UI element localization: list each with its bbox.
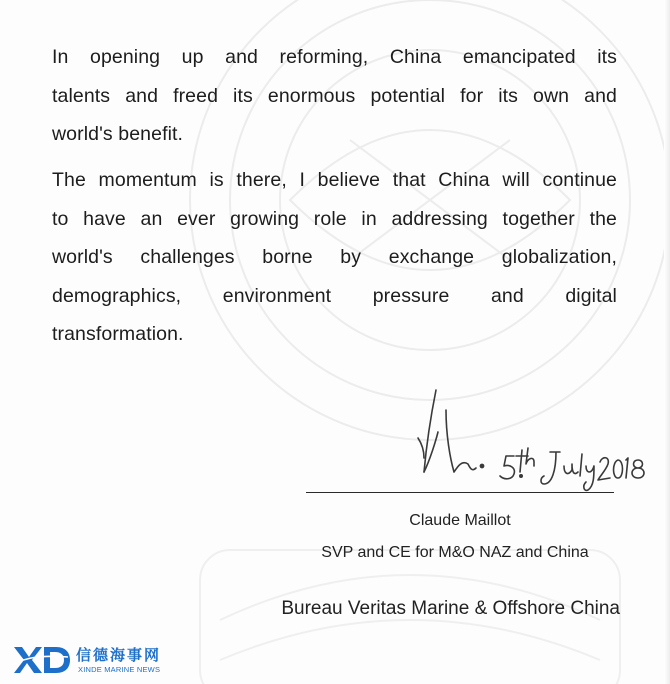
paragraph-2 — [52, 161, 617, 354]
text-line: The momentum is there, I believe that China will continue — [52, 169, 617, 191]
text-line: world's benefit. — [52, 123, 184, 145]
text-line: transformation. — [52, 323, 184, 345]
page-edge-shadow — [664, 0, 670, 684]
handwritten-signature — [410, 380, 650, 500]
signer-title: SVP and CE for M&O NAZ and China — [321, 544, 589, 561]
text-line: demographics, environment pressure and digital — [52, 284, 617, 307]
site-logo — [12, 643, 172, 679]
xd-logo-icon — [12, 643, 70, 677]
text-line: talents and freed its enormous potential for its own and — [52, 84, 617, 107]
company-name: Bureau Veritas Marine & Offshore China — [281, 598, 620, 619]
text-line: world's challenges borne by exchange globalization, — [52, 246, 617, 268]
signature-line — [306, 492, 614, 493]
paragraph-1 — [52, 38, 617, 154]
signer-name: Claude Maillot — [409, 512, 511, 529]
text-line: In opening up and reforming, China emancipated its — [52, 46, 617, 68]
text-line: to have an ever growing role in addressing together the — [52, 207, 617, 230]
logo-english-name: XINDE MARINE NEWS — [78, 665, 161, 674]
logo-chinese-name: 信德海事网 — [76, 646, 162, 664]
